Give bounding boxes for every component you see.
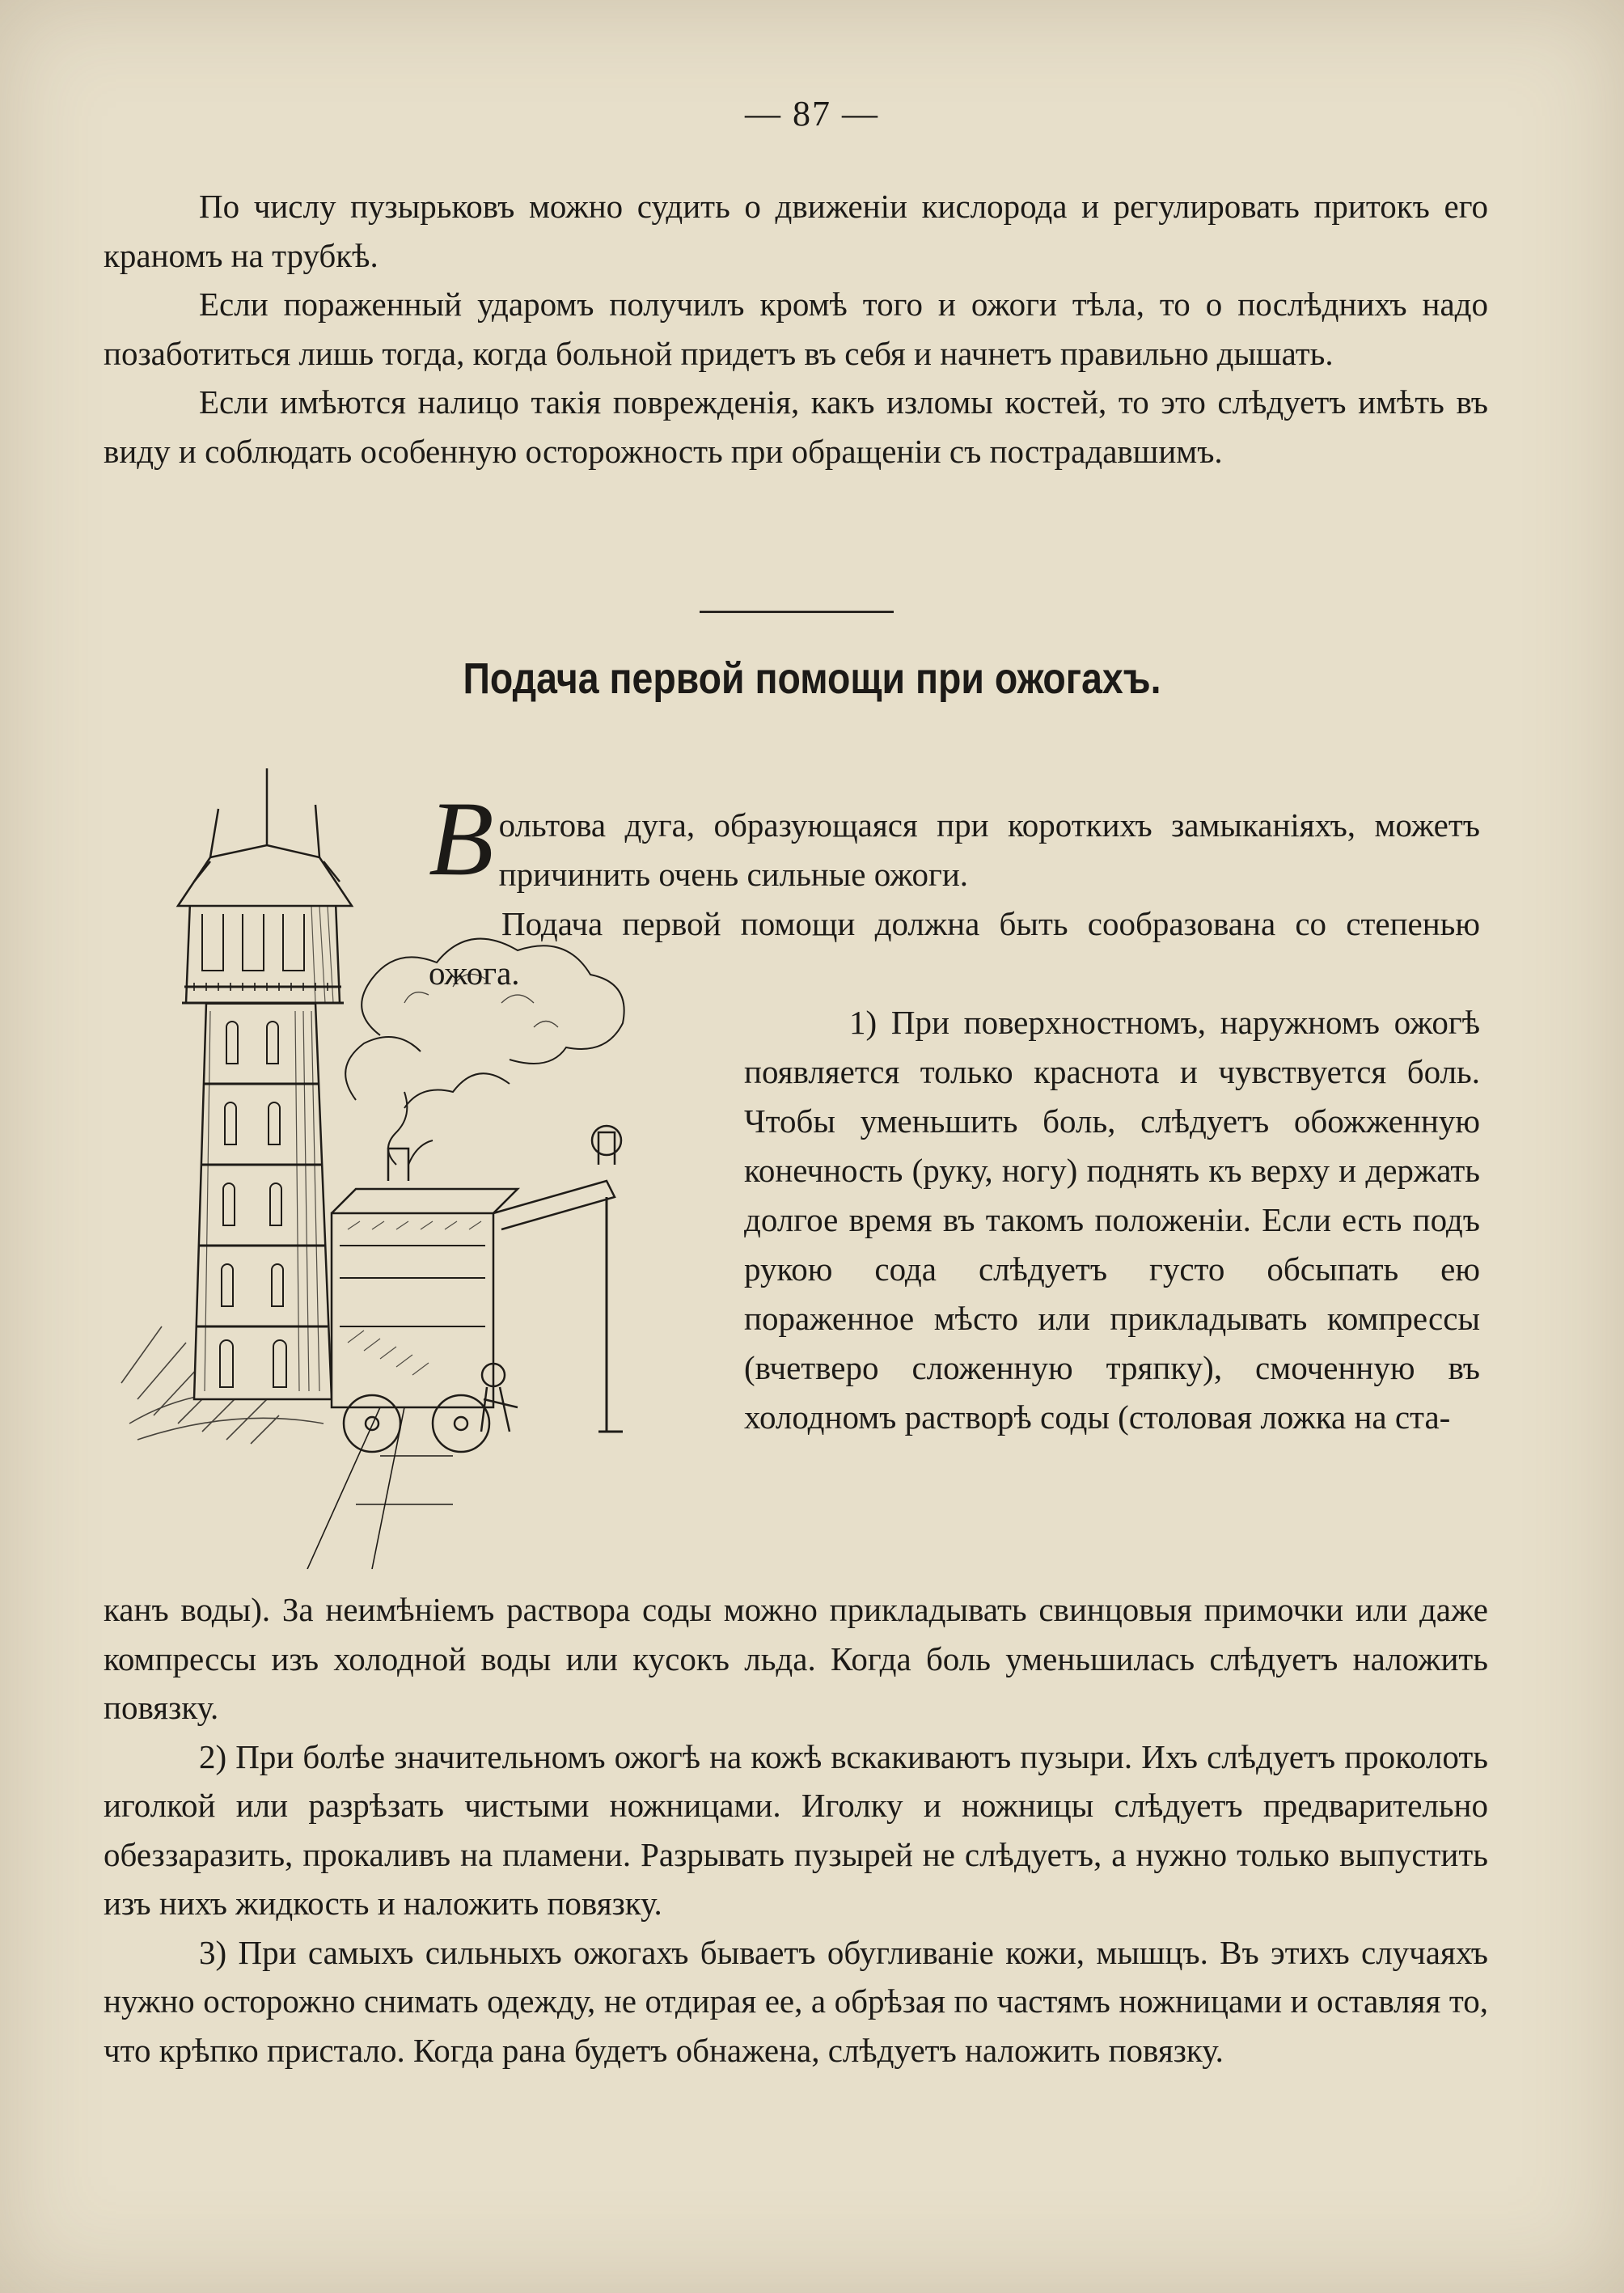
paragraph: По числу пузырьковъ можно судить о движенiи кислорода и регулировать притокъ его краномъ на трубкѣ.	[104, 188, 1488, 274]
intro-text	[104, 182, 1488, 476]
first-paragraph-text: ольтова дуга, образующаяся при короткихъ замыканiяхъ, можетъ причинить очень сильные ожоги.	[498, 806, 1480, 893]
paragraph: 2) При болѣе значительномъ ожогѣ на кожѣ вскакиваютъ пузыри. Ихъ слѣдуетъ проколоть иголкой или разрѣзать чистыми ножницами. Иголку и ножницы слѣдуетъ предварительно обеззаразить, прокаливъ на пламени. Разрывать пузырей не слѣдуетъ, а нужно только выпустить изъ нихъ жидкость и наложить повязку.	[104, 1737, 1488, 1922]
drop-cap: В	[429, 779, 494, 898]
paragraph: Подача первой помощи должна быть сообразована со степенью ожога.	[429, 905, 1480, 992]
item-1-wrapped	[744, 998, 1480, 1442]
paragraph: 3) При самыхъ сильныхъ ожогахъ бываетъ обугливанiе кожи, мышцъ. Въ этихъ случаяхъ нужно осторожно снимать одежду, не отдирая ее, а обрѣзая по частямъ ножницами и оставляя то, что крѣпко пристало. Когда рана будетъ обнажена, слѣдуетъ наложить повязку.	[104, 1933, 1488, 2069]
section-title: Подача первой помощи при ожогахъ.	[463, 654, 1161, 703]
page-number: — 87 —	[745, 94, 879, 133]
paragraph: 1) При поверхностномъ, наружномъ ожогѣ появляется только краснота и чувствуется боль. Чтобы уменьшить боль, слѣдуетъ обожженную конечность (руку, ногу) поднять къ верху и держать долгое время въ такомъ положенiи. Если есть подъ рукою сода слѣдуетъ густо обсыпать ею пораженное мѣсто или прикладывать компрессы (вчетверо сложенную тряпку), смоченную въ холодномъ растворѣ соды (столовая ложка на ста-	[744, 1004, 1480, 1436]
second-paragraph	[429, 899, 1480, 998]
section-divider	[700, 611, 894, 613]
paragraph: Если пораженный ударомъ получилъ кромѣ того и ожоги тѣла, то о послѣднихъ надо позаботиться лишь тогда, когда больной придетъ въ себя и начнетъ правильно дышать.	[104, 286, 1488, 372]
first-paragraph	[429, 779, 1480, 899]
paragraph: Если имѣются налицо такiя поврежденiя, какъ изломы костей, то это слѣдуетъ имѣть въ виду и соблюдать особенную осторожность при обращенiи съ пострадавшимъ.	[104, 383, 1488, 470]
paragraph: канъ воды). За неимѣнiемъ раствора соды можно прикладывать свинцовыя примочки или даже компрессы изъ холодной воды или кусокъ льда. Когда боль уменьшилась слѣдуетъ наложить повязку.	[104, 1591, 1488, 1726]
remaining-text	[104, 1585, 1488, 2075]
